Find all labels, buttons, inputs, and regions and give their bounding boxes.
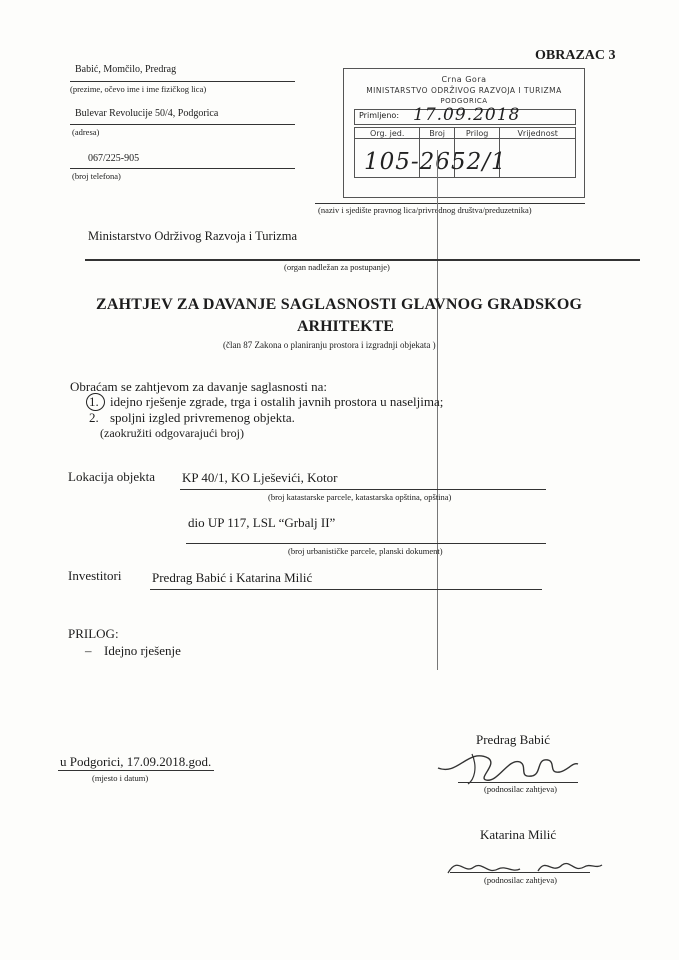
- place-date: u Podgorici, 17.09.2018.god.: [60, 754, 212, 769]
- page-title-line2: ARHITEKTE: [297, 318, 394, 335]
- investors-label: Investitori: [68, 568, 122, 583]
- location-value2: dio UP 117, LSL “Grbalj II”: [188, 515, 336, 530]
- stamp-city: PODGORICA: [440, 97, 488, 105]
- fold-line: [437, 150, 438, 670]
- signatory-1-name: Predrag Babić: [476, 732, 551, 747]
- location-value1: KP 40/1, KO Lješevići, Kotor: [182, 470, 338, 485]
- location-line1: [180, 489, 546, 490]
- location-label: Lokacija objekta: [68, 469, 155, 484]
- stamp-received-label: Primljeno:: [359, 111, 400, 120]
- request-note: (zaokružiti odgovarajući broj): [100, 426, 244, 440]
- signatory-2-line: [450, 872, 590, 873]
- option-2-number: 2.: [89, 410, 99, 425]
- applicant-address-caption: (adresa): [72, 127, 100, 137]
- signature-1: [428, 728, 588, 788]
- form-code: OBRAZAC 3: [535, 48, 616, 63]
- applicant-address: Bulevar Revolucije 50/4, Podgorica: [75, 108, 219, 119]
- signatory-2-caption: (podnosilac zahtjeva): [484, 875, 557, 885]
- legal-entity-caption: (naziv i sjedište pravnog lica/privrednog društva/preduzetnika): [318, 205, 532, 215]
- authority-caption: (organ nadležan za postupanje): [284, 262, 390, 272]
- stamp-col-org: Org. jed.: [355, 128, 420, 139]
- registry-stamp: [343, 68, 585, 198]
- stamp-country: Crna Gora: [441, 75, 487, 84]
- applicant-name-line: [70, 81, 295, 82]
- applicant-address-line: [70, 124, 295, 125]
- option-1-text: idejno rješenje zgrade, trga i ostalih javnih prostora u naseljima;: [110, 394, 444, 409]
- applicant-name: Babić, Momčilo, Predrag: [75, 64, 177, 75]
- attachments-label: PRILOG:: [68, 626, 119, 641]
- stamp-col-number: Broj: [420, 128, 454, 139]
- applicant-phone-caption: (broj telefona): [72, 171, 121, 181]
- location-line2: [186, 543, 546, 544]
- location-caption2: (broj urbanističke parcele, planski dokument): [288, 546, 443, 556]
- applicant-phone: 067/225-905: [88, 153, 140, 164]
- signatory-2-name: Katarina Milić: [480, 827, 557, 842]
- option-1-number: 1.: [89, 394, 99, 409]
- page-title: ZAHTJEV ZA DAVANJE SAGLASNOSTI GLAVNOG GRADSKOG: [96, 296, 583, 313]
- signatory-1-line: [458, 782, 578, 783]
- investors-value: Predrag Babić i Katarina Milić: [152, 570, 313, 585]
- applicant-name-caption: (prezime, očevo ime i ime fizičkog lica): [70, 84, 207, 94]
- place-date-line: [58, 770, 214, 771]
- stamp-received-box: [354, 105, 576, 125]
- authority-line: [85, 259, 640, 261]
- request-intro: Obraćam se zahtjevom za davanje saglasnosti na:: [70, 379, 328, 394]
- location-caption1: (broj katastarske parcele, katastarska opština, opština): [268, 492, 452, 502]
- investors-line: [150, 589, 542, 590]
- stamp-ministry: MINISTARSTVO ODRŽIVOG RAZVOJA I TURIZMA: [366, 86, 562, 95]
- stamp-number-handwritten: 105-2652/1: [364, 149, 507, 175]
- stamp-received-value: 17.09.2018: [413, 105, 521, 125]
- stamp-col-value: Vrijednost: [500, 128, 576, 139]
- signatory-1-caption: (podnosilac zahtjeva): [484, 784, 557, 794]
- place-date-caption: (mjesto i datum): [92, 773, 149, 783]
- attachment-item: Idejno rješenje: [104, 643, 181, 658]
- authority-name: Ministarstvo Održivog Razvoja i Turizma: [88, 229, 298, 243]
- stamp-col-attachment: Prilog: [454, 128, 500, 139]
- applicant-phone-line: [70, 168, 295, 169]
- legal-entity-line: [315, 203, 585, 204]
- page-subtitle: (član 87 Zakona o planiranju prostora i izgradnji objekata ): [223, 340, 436, 350]
- attachment-dash: –: [85, 643, 92, 658]
- option-2-text: spoljni izgled privremenog objekta.: [110, 410, 295, 425]
